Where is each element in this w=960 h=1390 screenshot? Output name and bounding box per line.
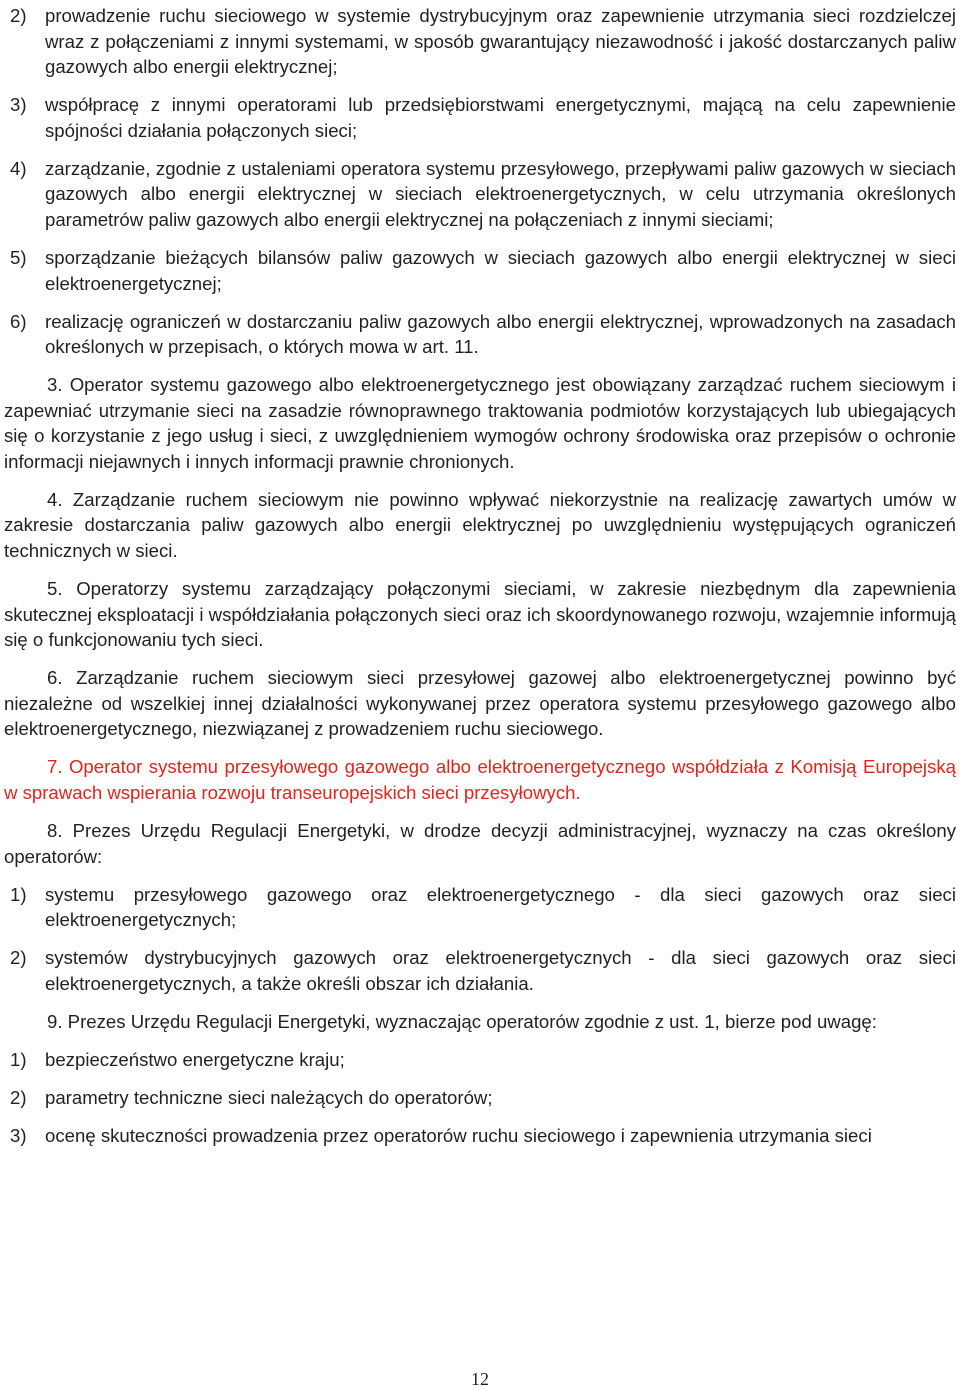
list-item [4,945,956,996]
list-item [4,1085,956,1111]
paragraph-8: 8. Prezes Urzędu Regulacji Energetyki, w drodze decyzji administracyjnej, wyznaczy na czas określony operatorów: [4,819,956,867]
list-item-text: prowadzenie ruchu sieciowego w systemie dystrybucyjnym oraz zapewnienie utrzymania sieci rozdzielczej wraz z połączeniami z innymi systemami, w sposób gwarantujący niezawodność i jakość dostarczanych paliw gazowych albo energii elektrycznej; [45,5,956,78]
list-item-text: zarządzanie, zgodnie z ustaleniami operatora systemu przesyłowego, przepływami paliw gazowych w sieciach gazowych albo energii elektrycznej w sieciach elektroenergetycznych, w celu utrzymania określonych parametrów paliw gazowych albo energii elektrycznej na połączeniach z innymi sieciami; [45,157,956,230]
list-item-number: 1) [10,1048,27,1070]
list-item [4,1047,956,1073]
paragraph-7-amendment: 7. Operator systemu przesyłowego gazowego albo elektroenergetycznego współdziała z Komisją Europejską w sprawach wspierania rozwoju transeuropejskich sieci przesyłowych. [4,756,956,803]
list-item [4,309,956,360]
list-item-text: parametry techniczne sieci należących do operatorów; [45,1086,493,1108]
list-item [4,92,956,143]
list-item-text: bezpieczeństwo energetyczne kraju; [45,1048,345,1070]
list-item-number: 4) [10,157,27,179]
list-item-text: ocenę skuteczności prowadzenia przez operatorów ruchu sieciowego i zapewnienia utrzymania sieci [45,1124,872,1146]
list-item-text: realizację ograniczeń w dostarczaniu paliw gazowych albo energii elektrycznej, wprowadzonych na zasadach określonych w przepisach, o których mowa w art. 11. [45,310,956,358]
list-item-text: systemu przesyłowego gazowego oraz elektroenergetycznego - dla sieci gazowych oraz sieci elektroenergetycznych; [45,883,956,931]
paragraph-3: 3. Operator systemu gazowego albo elektroenergetycznego jest obowiązany zarządzać ruchem sieciowym i zapewniać utrzymanie sieci na zasadzie równoprawnego traktowania podmiotów korzystających lub ubiegających się o korzystanie z jego usług i sieci, z uwzględnieniem wymogów ochrony środowiska oraz przepisów o ochronie informacji niejawnych i innych informacji prawnie chronionych. [4,374,956,472]
list-item-number: 6) [10,310,27,332]
list-item [4,1123,956,1149]
list-item-number: 2) [10,947,27,969]
list-item-number: 5) [10,246,27,268]
paragraph-5: 5. Operatorzy systemu zarządzający połączonymi sieciami, w zakresie niezbędnym dla zapewnienia skutecznej eksploatacji i współdziałania połączonych sieci oraz ich skoordynowanego rozwoju, wzajemnie informują się o funkcjonowaniu tych sieci. [4,578,956,651]
list-item [4,3,956,80]
list-item-text: współpracę z innymi operatorami lub przedsiębiorstwami energetycznymi, mającą na celu zapewnienie spójności działania połączonych sieci; [45,94,956,141]
list-item-text: systemów dystrybucyjnych gazowych oraz elektroenergetycznych - dla sieci gazowych oraz sieci elektroenergetycznych, a także określi obszar ich działania. [45,947,956,994]
document-body [4,3,956,1161]
list-item-number: 3) [10,94,27,116]
list-item [4,245,956,296]
list-item-number: 1) [10,883,27,905]
page-number: 12 [471,1369,489,1389]
list-item-text: sporządzanie bieżących bilansów paliw gazowych w sieciach gazowych albo energii elektrycznej w sieci elektroenergetycznej; [45,246,956,294]
paragraph-9: 9. Prezes Urzędu Regulacji Energetyki, wyznaczając operatorów zgodnie z ust. 1, bierze pod uwagę: [47,1010,877,1032]
list-item [4,882,956,933]
list-item-number: 2) [10,1086,27,1108]
list-item-number: 3) [10,1124,27,1146]
paragraph-6: 6. Zarządzanie ruchem sieciowym sieci przesyłowej gazowej albo elektroenergetycznej powinno być niezależne od wszelkiej innej działalności wykonywanej przez operatora systemu przesyłowego gazowego albo elektroenergetycznego, niezwiązanej z prowadzeniem ruchu sieciowego. [4,667,956,740]
list-item [4,156,956,233]
list-item-number: 2) [10,5,27,26]
paragraph-4: 4. Zarządzanie ruchem sieciowym nie powinno wpływać niekorzystnie na realizację zawartych umów w zakresie dostarczania paliw gazowych albo energii elektrycznej po uwzględnieniu występujących ograniczeń technicznych w sieci. [4,488,956,562]
